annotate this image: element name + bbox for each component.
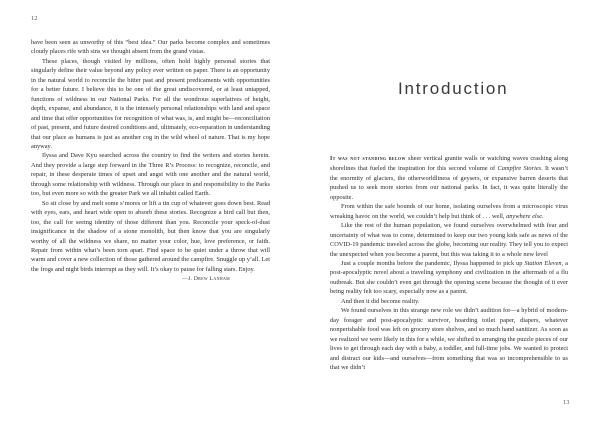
paragraph: We found ourselves in this strange new role we didn’t audition for—a hybrid of modern-day forager and post-apocalyptic survivor, hoarding toilet paper, diapers, whatever nonperishable food was left on grocery store shelves, and so much hand sanitizer. As soon as we realized we were likely in this for a while, we shifted to arranging the puzzle pieces of our lives to get through each day with a baby, a toddler, and full-time jobs. We wanted to protect and distract our kids—and ourselves—from something that was so incomprehensible to us that we didn’t: [330, 307, 568, 371]
paragraph: Like the rest of the human population, we found ourselves overwhelmed with fear and uncertainty of what was to come, determined to keep our two young kids safe as news of the COVID-19 pandemic traveled across the globe, becoming our reality. They tell you to expect the unexpected when you become a parent, but this was taking it to a whole new level: [330, 222, 568, 258]
lead-in: It was not standing below: [330, 156, 406, 162]
right-page: [300, 0, 600, 425]
paragraph: Ilyssa and Dave Kyu searched across the country to find the writers and stories herein. And they provide a large step forward in the Three R’s Process: to recognize, reconcile, and repair, in these desperate times of upset and angst with one another and the natural world, through some relationship with wildness. Through our place in and responsibility to the Parks too, but even more so with the greater Park we all inhabit called Earth.: [31, 152, 270, 198]
paragraph: These places, though visited by millions, often hold highly personal stories that singularly define their value beyond any policy ever written on paper. There is an opportunity in the natural world to reconcile the bitter past and present predicaments with opportunities for a better future. I believe this to be one of the great undiscovered, or at least untapped, functions of wildness in our National Parks. For all the wondrous superlatives of height, depth, expanse, and abundance, it is the intensely personal relationships with land and space and time that offer opportunities for recognition of what was, is, and might be—reconciliation of past, present, and future desired conditions and, ultimately, eco-reparation in understanding that our place as humans is just as another cog in the wild wheel of nature. That is my hope anyway.: [31, 57, 270, 150]
paragraph: And then it did become reality.: [341, 297, 420, 305]
paragraph: Just a couple months before the pandemic, Ilyssa happened to pick up Station Eleven, a post-apocalyptic novel about a traveling symphony and civilization in the aftermath of a flu outbreak. But she couldn’t even get through the opening scene because the thought of it ever being reality felt too scary, especially now as a parent.: [330, 259, 568, 296]
page-number-left: 12: [31, 15, 38, 22]
chapter-title: Introduction: [398, 79, 509, 98]
signature: —J. Drew Lanham: [182, 276, 230, 283]
foreword-text: [31, 38, 270, 285]
introduction-text: [330, 154, 568, 372]
paragraph: From within the safe bounds of our home, isolating ourselves from a microscopic virus wreaking havoc on the world, we couldn’t help but think of . . . well, anywhere else.: [330, 203, 568, 220]
page-number-right: 13: [563, 399, 570, 406]
paragraph: It was not standing below sheer vertical granite walls or watching waves crashing along shorelines that fueled the inspiration for this second volume of Campfire Stories. It wasn’t the enormity of glaciers, the otherworldliness of geysers, or expansive barren deserts that pushed us to seek more stories from our national parks. In fact, it was quite literally the opposite.: [330, 155, 569, 201]
paragraph: So sit close by and melt some s’mores or lift a tin cup of whatever goes down best. Read with eyes, ears, and heart wide open to absorb these stories. Recognize a bird call but then, too, the call for seeing identity of those different than you. Reconcile your speck-of-dust insignificance in the shadow of a stone monolith, but then know that you are singularly worthy of all the wildness we share, no matter your color, hue, love preference, or faith. Repair from within what’s been torn apart. Find space to be quiet under a throw that will warm and cover a new collection of those gathered around the campfire. Snuggle up y’all. Let the frogs and night birds interrupt as they will. It’s okay to pause for falling stars. Enjoy.: [31, 199, 270, 273]
paragraph: have been seen as unworthy of this “best idea.” Our parks become complex and sometimes cloudy places rife with sins we thought absent from the grand vistas.: [31, 39, 270, 56]
book-title: Campfire Stories: [497, 165, 542, 173]
book-title: Station Eleven: [524, 259, 562, 267]
